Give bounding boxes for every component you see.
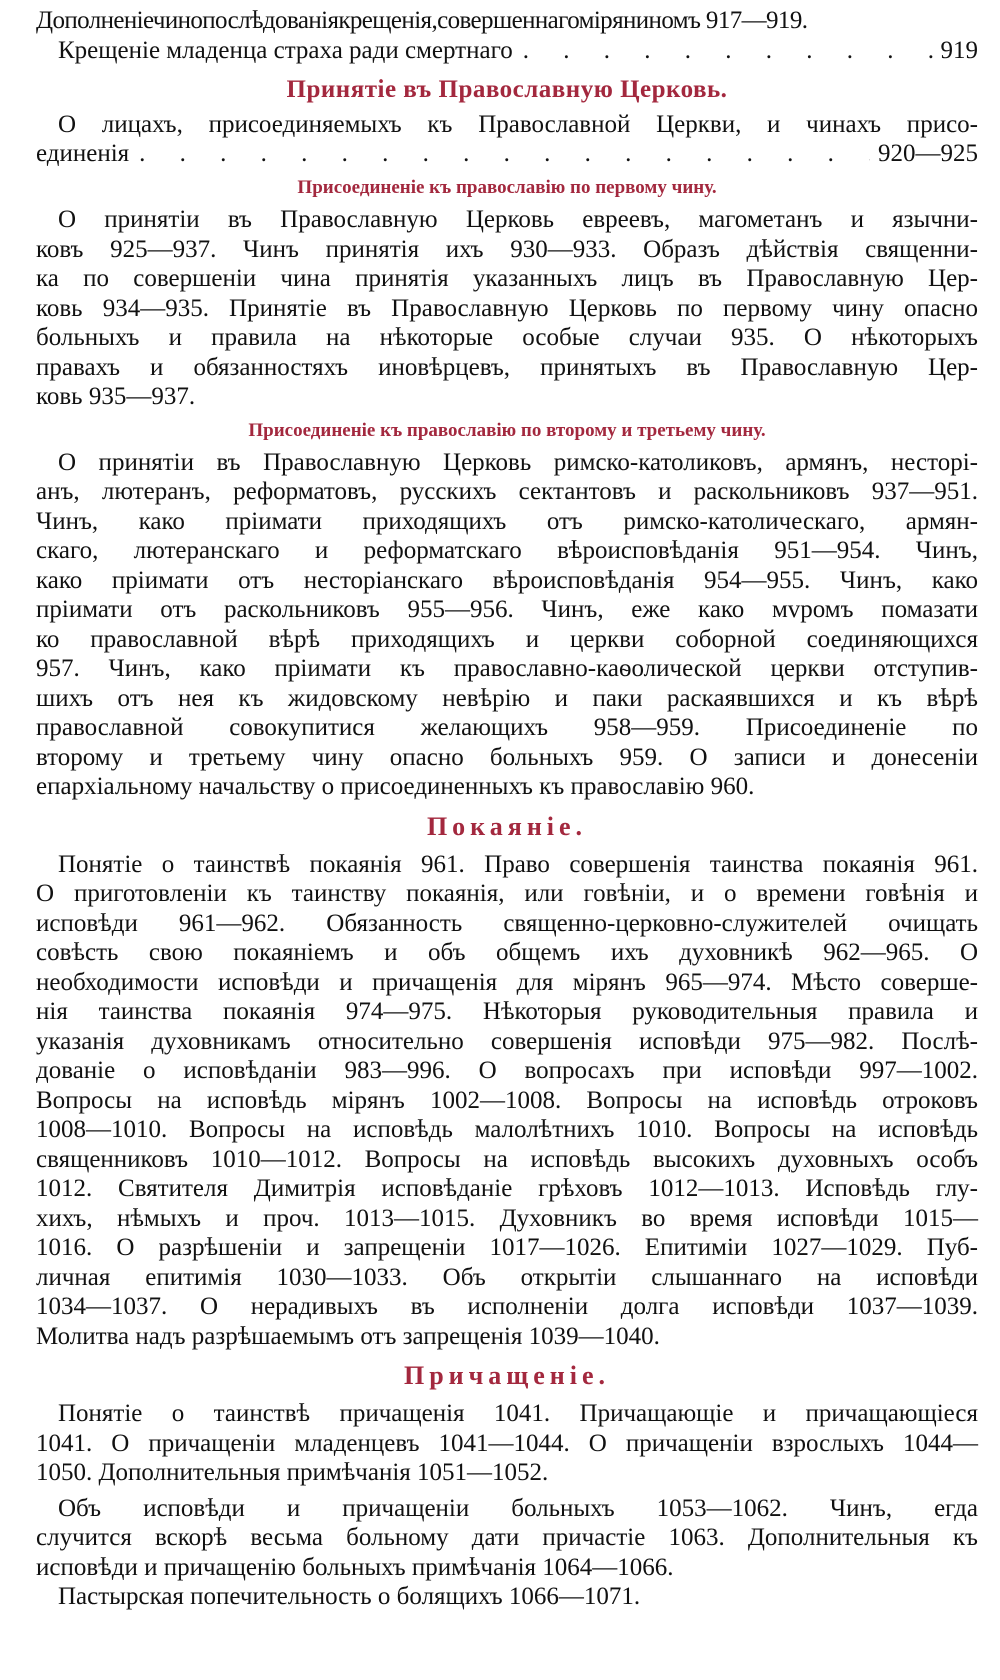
toc-entry-page: 919 <box>940 36 978 64</box>
text-line: скаго, лютеранскаго и реформатскаго вѣроисповѣданія 951—954. Чинъ, <box>36 537 978 564</box>
paragraph <box>36 1494 978 1583</box>
text-line: 957. Чинъ, како пріимати къ православно-каѳолической церкви отступив- <box>36 655 978 682</box>
dot-leader <box>129 139 870 169</box>
dot-leader <box>513 36 933 66</box>
text-line: ковь 935—937. <box>36 383 196 410</box>
text-line: епархіальному начальству о присоединенныхъ къ православію 960. <box>36 773 755 800</box>
text-line: Объ исповѣди и причащеніи больныхъ 1053—1062. Чинъ, егда <box>58 1494 978 1522</box>
paragraph <box>36 1399 978 1488</box>
subsection-heading: Присоединеніе къ православію по первому чину. <box>297 177 717 198</box>
toc-entry <box>36 36 978 66</box>
text-line: нія таинства покаянія 974—975. Нѣкоторыя руководительныя правила и <box>36 998 978 1025</box>
text-line: дованіе о исповѣданіи 983—996. О вопросахъ при исповѣди 997—1002. <box>36 1057 978 1084</box>
text-line: 1041. О причащеніи младенцевъ 1041—1044. О причащеніи взрослыхъ 1044— <box>36 1429 978 1457</box>
text-line: Понятіе о таинствѣ причащенія 1041. Причащающіе и причащающіеся <box>58 1400 978 1427</box>
text-line: Чинъ, како пріимати приходящихъ отъ римско-католическаго, армян- <box>36 507 978 535</box>
text-line: пріимати отъ раскольниковъ 955—956. Чинъ, еже како мvромъ помазати <box>36 596 978 623</box>
text-line: ковь 934—935. Принятіе въ Православную Церковь по первому чину опасно <box>36 294 978 322</box>
section-heading: Причащеніе. <box>403 1361 611 1390</box>
text-line: ковъ 925—937. Чинъ принятія ихъ 930—933. Образъ дѣйствія священни- <box>36 235 978 263</box>
text-line: 1012. Святителя Димитрія исповѣданіе грѣховъ 1012—1013. Исповѣдь глу- <box>36 1175 978 1202</box>
text-line: случится вскорѣ весьма больному дати причастіе 1063. Дополнительныя къ <box>36 1524 978 1551</box>
text-line: О приготовленіи къ таинству покаянія, или говѣніи, и о времени говѣнія и <box>36 880 978 907</box>
text-line: ко православной вѣрѣ приходящихъ и церкви соборной соединяющихся <box>36 625 978 653</box>
paragraph <box>36 850 978 1352</box>
text-line: указанія духовникамъ относительно совершенія исповѣди 975—982. Послѣ- <box>36 1027 978 1055</box>
text-line: анъ, лютеранъ, реформатовъ, русскихъ сектантовъ и раскольниковъ 937—951. <box>36 478 978 505</box>
text-line: священниковъ 1010—1012. Вопросы на исповѣдь высокихъ духовныхъ особъ <box>36 1145 978 1173</box>
text-line: личная епитимія 1030—1033. Объ открытіи слышаннаго на исповѣди <box>36 1263 978 1291</box>
text-line: необходимости исповѣди и причащенія для мiрянъ 965—974. Мѣсто соверше- <box>36 968 978 996</box>
subsection-heading: Присоединеніе къ православію по второму и третьему чину. <box>248 419 766 441</box>
text-line: О лицахъ, присоединяемыхъ къ Православной Церкви, и чинахъ присо- <box>58 110 978 138</box>
section-heading: Покаяніе. <box>426 811 588 841</box>
text-line: како пріимати отъ несторіанскаго вѣроисповѣданія 954—955. Чинъ, како <box>36 566 978 594</box>
text-line: Понятіе о таинствѣ покаянія 961. Право совершенія таинства покаянія 961. <box>58 850 978 878</box>
text-line: больныхъ и правила на нѣкоторые особые случаи 935. О нѣкоторыхъ <box>36 324 978 351</box>
text-line: Вопросы на исповѣдь мiрянъ 1002—1008. Вопросы на исповѣдь отроковъ <box>36 1086 978 1114</box>
text-line: второму и третьему чину опасно больныхъ 959. О записи и донесеніи <box>36 743 978 771</box>
toc-entry-text: единенія <box>36 140 130 167</box>
text-line: 1034—1037. О нерадивыхъ въ исполненіи долга исповѣди 1037—1039. <box>36 1293 978 1320</box>
text-line: 1016. О разрѣшеніи и запрещеніи 1017—1026. Епитиміи 1027—1029. Пуб- <box>36 1234 978 1261</box>
text-line: Молитва надъ разрѣшаемымъ отъ запрещенія 1039—1040. <box>36 1322 660 1350</box>
text-line: шихъ отъ нея къ жидовскому невѣрію и паки раскаявшихся и къ вѣрѣ <box>36 684 978 712</box>
paragraph <box>36 205 978 412</box>
text-line: 1008—1010. Вопросы на исповѣдь малолѣтнихъ 1010. Вопросы на исповѣдь <box>36 1116 978 1143</box>
paragraph <box>36 448 978 802</box>
text-line: совѣсть свою покаяніемъ и объ общемъ ихъ духовникѣ 962—965. О <box>36 939 978 966</box>
text-line: хихъ, нѣмыхъ и проч. 1013—1015. Духовникъ во время исповѣди 1015— <box>36 1204 978 1232</box>
section-heading: Принятіе въ Православную Церковь. <box>286 75 728 103</box>
text-line: исповѣди 961—962. Обязанность священно-церковно-служителей очищать <box>36 909 978 937</box>
text-line: О принятіи въ Православную Церковь евреевъ, магометанъ и язычни- <box>58 206 978 233</box>
toc-entry <box>36 139 978 169</box>
toc-entry-text: Крещеніе младенца страха ради смертнаго <box>58 36 513 64</box>
paragraph <box>36 1582 978 1612</box>
text-line: исповѣди и причащенію больныхъ примѣчанія 1064—1066. <box>36 1553 674 1581</box>
text-line: О принятіи въ Православную Церковь римско-католиковъ, армянъ, несторі- <box>58 448 978 476</box>
text-line: 1050. Дополнительныя примѣчанія 1051—1052. <box>36 1459 549 1486</box>
text-line: ка по совершеніи чина принятія указанныхъ лицъ въ Православную Цер- <box>36 265 978 292</box>
text-line: Пастырская попечительность о болящихъ 1066—1071. <box>58 1583 641 1610</box>
paragraph <box>36 110 978 140</box>
text-line: Дополненіечинопослѣдованіякрещенія,совершеннагомiряниномъ 917—919. <box>36 7 808 34</box>
text-line: православной совокупитися желающихъ 958—959. Присоединеніе по <box>36 714 978 741</box>
text-line: правахъ и обязанностяхъ иновѣрцевъ, принятыхъ въ Православную Цер- <box>36 353 978 381</box>
toc-entry-page: 920—925 <box>878 140 978 167</box>
